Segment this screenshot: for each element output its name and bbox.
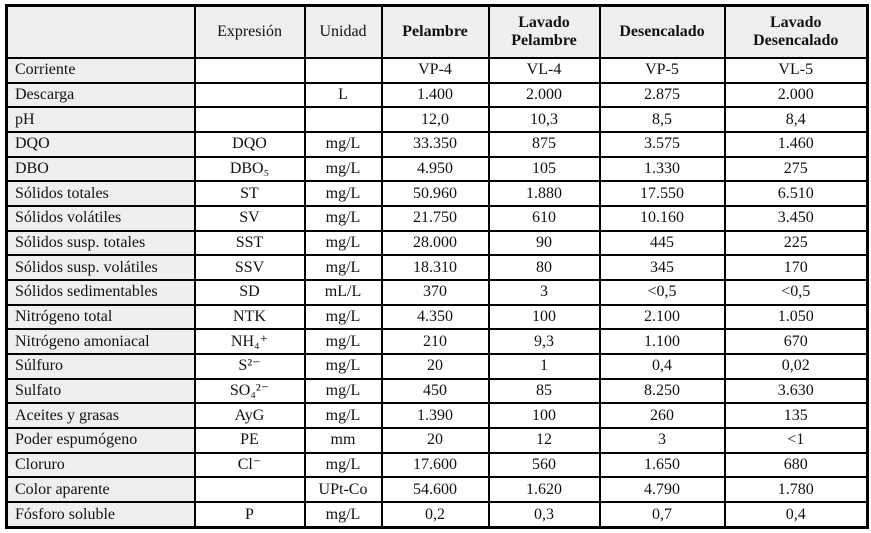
parameter-cell: Sólidos volátiles bbox=[7, 206, 195, 231]
expression-cell: PE bbox=[195, 428, 305, 453]
header-row bbox=[7, 6, 868, 59]
value-cell-pelambre: 50.960 bbox=[382, 181, 489, 206]
unit-cell: L bbox=[305, 83, 382, 108]
expression-cell: DQO bbox=[195, 132, 305, 157]
value-cell-desencalado: 10.160 bbox=[600, 206, 725, 231]
expression-cell: SSV bbox=[195, 255, 305, 280]
value-cell-lavado-desencalado: VL-5 bbox=[725, 58, 868, 83]
table-row bbox=[7, 428, 868, 453]
col-header-line: Pelambre bbox=[402, 23, 468, 41]
parameter-cell: pH bbox=[7, 107, 195, 132]
value-cell-desencalado: 260 bbox=[600, 403, 725, 428]
value-cell-desencalado: 445 bbox=[600, 231, 725, 256]
expression-cell: NTK bbox=[195, 305, 305, 330]
expression-cell: AyG bbox=[195, 403, 305, 428]
table-row bbox=[7, 58, 868, 83]
value-cell-lavado-pelambre: 12 bbox=[489, 428, 600, 453]
unit-cell: mm bbox=[305, 428, 382, 453]
unit-cell: mg/L bbox=[305, 329, 382, 354]
value-cell-lavado-desencalado: 225 bbox=[725, 231, 868, 256]
value-cell-pelambre: 18.310 bbox=[382, 255, 489, 280]
value-cell-desencalado: 2.875 bbox=[600, 83, 725, 108]
value-cell-lavado-pelambre: 0,3 bbox=[489, 502, 600, 527]
unit-cell: mg/L bbox=[305, 132, 382, 157]
value-cell-pelambre: 4.950 bbox=[382, 157, 489, 182]
parameter-cell: Sólidos susp. totales bbox=[7, 231, 195, 256]
value-cell-pelambre: 33.350 bbox=[382, 132, 489, 157]
value-cell-pelambre: 450 bbox=[382, 379, 489, 404]
value-cell-desencalado: 0,4 bbox=[600, 354, 725, 379]
table-row bbox=[7, 107, 868, 132]
value-cell-lavado-desencalado: 1.050 bbox=[725, 305, 868, 330]
value-cell-lavado-desencalado: <0,5 bbox=[725, 280, 868, 305]
table-row bbox=[7, 181, 868, 206]
value-cell-lavado-pelambre: 90 bbox=[489, 231, 600, 256]
expression-cell: S²⁻ bbox=[195, 354, 305, 379]
unit-cell: mg/L bbox=[305, 379, 382, 404]
expression-cell: NH₄⁺ bbox=[195, 329, 305, 354]
unit-cell: mg/L bbox=[305, 181, 382, 206]
expression-cell: ST bbox=[195, 181, 305, 206]
unit-cell: mg/L bbox=[305, 255, 382, 280]
value-cell-pelambre: 20 bbox=[382, 354, 489, 379]
value-cell-lavado-pelambre: 100 bbox=[489, 403, 600, 428]
value-cell-desencalado: 1.100 bbox=[600, 329, 725, 354]
parameter-cell: DBO bbox=[7, 157, 195, 182]
parameter-cell: Aceites y grasas bbox=[7, 403, 195, 428]
value-cell-pelambre: 4.350 bbox=[382, 305, 489, 330]
value-cell-desencalado: 3.575 bbox=[600, 132, 725, 157]
value-cell-lavado-desencalado: 6.510 bbox=[725, 181, 868, 206]
table-row bbox=[7, 255, 868, 280]
value-cell-lavado-pelambre: 9,3 bbox=[489, 329, 600, 354]
value-cell-desencalado: 0,7 bbox=[600, 502, 725, 527]
value-cell-lavado-desencalado: 0,4 bbox=[725, 502, 868, 527]
parameter-cell: Sólidos susp. volátiles bbox=[7, 255, 195, 280]
value-cell-lavado-pelambre: 10,3 bbox=[489, 107, 600, 132]
expression-cell bbox=[195, 107, 305, 132]
col-header-lavado-pelambre bbox=[489, 6, 600, 59]
table-row bbox=[7, 280, 868, 305]
value-cell-lavado-pelambre: 1.880 bbox=[489, 181, 600, 206]
parameter-cell: Poder espumógeno bbox=[7, 428, 195, 453]
value-cell-pelambre: 28.000 bbox=[382, 231, 489, 256]
parameter-cell: Fósforo soluble bbox=[7, 502, 195, 527]
expression-cell: SST bbox=[195, 231, 305, 256]
parameter-cell: DQO bbox=[7, 132, 195, 157]
col-header-line: Desencalado bbox=[753, 32, 839, 49]
expression-cell: SD bbox=[195, 280, 305, 305]
value-cell-lavado-desencalado: 135 bbox=[725, 403, 868, 428]
value-cell-lavado-pelambre: 2.000 bbox=[489, 83, 600, 108]
value-cell-desencalado: 17.550 bbox=[600, 181, 725, 206]
parameter-cell: Nitrógeno total bbox=[7, 305, 195, 330]
col-header-line: Pelambre bbox=[511, 32, 577, 49]
value-cell-desencalado: 1.650 bbox=[600, 453, 725, 478]
unit-cell bbox=[305, 58, 382, 83]
value-cell-desencalado: VP-5 bbox=[600, 58, 725, 83]
parameter-cell: Descarga bbox=[7, 83, 195, 108]
table-row bbox=[7, 206, 868, 231]
value-cell-desencalado: <0,5 bbox=[600, 280, 725, 305]
value-cell-lavado-desencalado: 170 bbox=[725, 255, 868, 280]
table-row bbox=[7, 379, 868, 404]
table-row bbox=[7, 453, 868, 478]
value-cell-desencalado: 3 bbox=[600, 428, 725, 453]
value-cell-lavado-pelambre: 1.620 bbox=[489, 477, 600, 502]
value-cell-lavado-desencalado: 1.780 bbox=[725, 477, 868, 502]
table-row bbox=[7, 305, 868, 330]
value-cell-lavado-desencalado: 3.450 bbox=[725, 206, 868, 231]
value-cell-desencalado: 8,5 bbox=[600, 107, 725, 132]
unit-cell: mg/L bbox=[305, 157, 382, 182]
value-cell-lavado-pelambre: 3 bbox=[489, 280, 600, 305]
value-cell-pelambre: 210 bbox=[382, 329, 489, 354]
parameter-cell: Nitrógeno amoniacal bbox=[7, 329, 195, 354]
unit-cell: mg/L bbox=[305, 403, 382, 428]
value-cell-pelambre: 17.600 bbox=[382, 453, 489, 478]
expression-cell: SV bbox=[195, 206, 305, 231]
value-cell-lavado-desencalado: 670 bbox=[725, 329, 868, 354]
value-cell-pelambre: 1.400 bbox=[382, 83, 489, 108]
expression-cell: P bbox=[195, 502, 305, 527]
table-row bbox=[7, 132, 868, 157]
table-row bbox=[7, 329, 868, 354]
table-row bbox=[7, 157, 868, 182]
value-cell-desencalado: 1.330 bbox=[600, 157, 725, 182]
col-header-line: Lavado bbox=[769, 14, 822, 32]
parameter-cell: Cloruro bbox=[7, 453, 195, 478]
value-cell-lavado-desencalado: 275 bbox=[725, 157, 868, 182]
parameter-cell: Sólidos sedimentables bbox=[7, 280, 195, 305]
value-cell-pelambre: 370 bbox=[382, 280, 489, 305]
corner-cell bbox=[7, 6, 195, 59]
value-cell-lavado-pelambre: 105 bbox=[489, 157, 600, 182]
value-cell-lavado-pelambre: 610 bbox=[489, 206, 600, 231]
col-header-line: Lavado bbox=[518, 14, 570, 32]
col-header-line: Desencalado bbox=[619, 23, 705, 41]
value-cell-lavado-desencalado: 8,4 bbox=[725, 107, 868, 132]
parameter-cell: Sólidos totales bbox=[7, 181, 195, 206]
wastewater-characterization-table bbox=[5, 4, 869, 529]
value-cell-lavado-desencalado: 680 bbox=[725, 453, 868, 478]
unit-cell: UPt-Co bbox=[305, 477, 382, 502]
unit-cell: mg/L bbox=[305, 206, 382, 231]
value-cell-pelambre: 1.390 bbox=[382, 403, 489, 428]
col-header-expresion: Expresión bbox=[195, 6, 305, 59]
expression-cell bbox=[195, 58, 305, 83]
unit-cell: mg/L bbox=[305, 502, 382, 527]
unit-cell bbox=[305, 107, 382, 132]
value-cell-lavado-desencalado: 3.630 bbox=[725, 379, 868, 404]
value-cell-lavado-pelambre: 560 bbox=[489, 453, 600, 478]
value-cell-lavado-pelambre: VL-4 bbox=[489, 58, 600, 83]
unit-cell: mL/L bbox=[305, 280, 382, 305]
table-row bbox=[7, 354, 868, 379]
col-header-lavado-desencalado bbox=[725, 6, 868, 59]
parameter-cell: Súlfuro bbox=[7, 354, 195, 379]
col-header-pelambre bbox=[382, 6, 489, 59]
value-cell-desencalado: 345 bbox=[600, 255, 725, 280]
value-cell-lavado-desencalado: <1 bbox=[725, 428, 868, 453]
value-cell-lavado-pelambre: 1 bbox=[489, 354, 600, 379]
value-cell-pelambre: 20 bbox=[382, 428, 489, 453]
expression-cell: DBO₅ bbox=[195, 157, 305, 182]
table-row bbox=[7, 502, 868, 527]
value-cell-desencalado: 2.100 bbox=[600, 305, 725, 330]
value-cell-pelambre: 21.750 bbox=[382, 206, 489, 231]
unit-cell: mg/L bbox=[305, 354, 382, 379]
col-header-desencalado bbox=[600, 6, 725, 59]
table-row bbox=[7, 477, 868, 502]
value-cell-pelambre: 12,0 bbox=[382, 107, 489, 132]
table-row bbox=[7, 403, 868, 428]
unit-cell: mg/L bbox=[305, 305, 382, 330]
value-cell-lavado-pelambre: 85 bbox=[489, 379, 600, 404]
parameter-cell: Color aparente bbox=[7, 477, 195, 502]
parameter-cell: Corriente bbox=[7, 58, 195, 83]
unit-cell: mg/L bbox=[305, 231, 382, 256]
value-cell-lavado-pelambre: 80 bbox=[489, 255, 600, 280]
value-cell-pelambre: 54.600 bbox=[382, 477, 489, 502]
value-cell-pelambre: VP-4 bbox=[382, 58, 489, 83]
parameter-cell: Sulfato bbox=[7, 379, 195, 404]
table-row bbox=[7, 83, 868, 108]
expression-cell: SO₄²⁻ bbox=[195, 379, 305, 404]
value-cell-desencalado: 8.250 bbox=[600, 379, 725, 404]
expression-cell: Cl⁻ bbox=[195, 453, 305, 478]
table-row bbox=[7, 231, 868, 256]
value-cell-lavado-desencalado: 1.460 bbox=[725, 132, 868, 157]
value-cell-lavado-pelambre: 875 bbox=[489, 132, 600, 157]
value-cell-lavado-pelambre: 100 bbox=[489, 305, 600, 330]
value-cell-pelambre: 0,2 bbox=[382, 502, 489, 527]
expression-cell bbox=[195, 477, 305, 502]
value-cell-desencalado: 4.790 bbox=[600, 477, 725, 502]
col-header-unidad: Unidad bbox=[305, 6, 382, 59]
expression-cell bbox=[195, 83, 305, 108]
value-cell-lavado-desencalado: 2.000 bbox=[725, 83, 868, 108]
unit-cell: mg/L bbox=[305, 453, 382, 478]
value-cell-lavado-desencalado: 0,02 bbox=[725, 354, 868, 379]
